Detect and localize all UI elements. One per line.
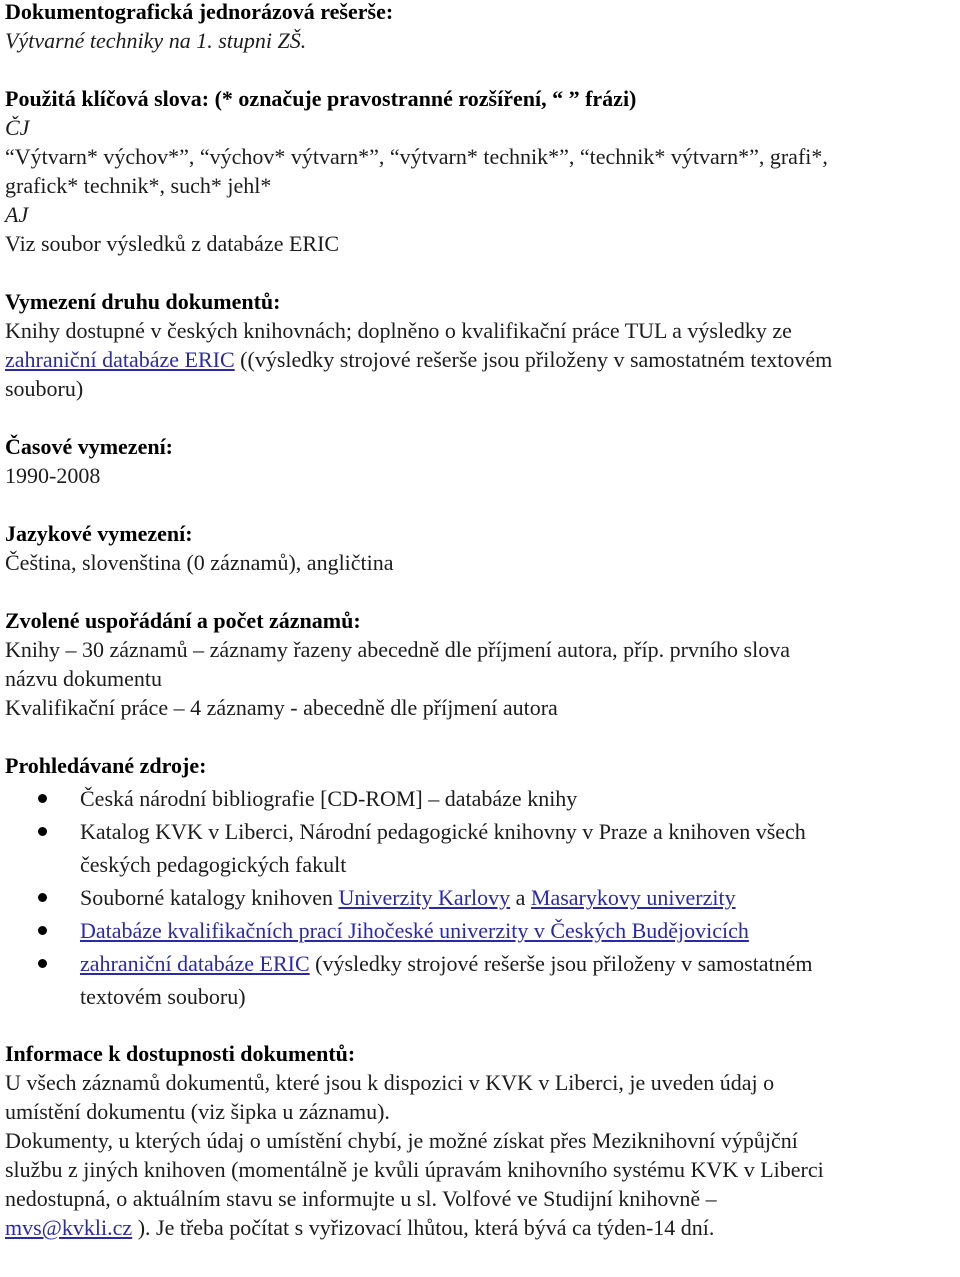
source-cnb: Česká národní bibliografie [CD-ROM] – databáze knihy <box>80 786 578 811</box>
doc-types-line-2-text: ((výsledky strojové rešerše jsou přiloženy v samostatném textovém <box>234 347 833 372</box>
availability-p1-line-1: U všech záznamů dokumentů, které jsou k dispozici v KVK v Liberci, je uveden údaj o <box>5 1070 775 1095</box>
masaryk-university-link[interactable]: Masarykovy univerzity <box>530 885 736 910</box>
ordering-line-1: Knihy – 30 záznamů – záznamy řazeny abecedně dle příjmení autora, příp. prvního slova <box>5 637 790 662</box>
keywords-aj-text: Viz soubor výsledků z databáze ERIC <box>5 231 340 256</box>
doc-types-heading: Vymezení druhu dokumentů: <box>5 289 281 314</box>
source-eric-text: (výsledky strojové rešerše jsou přiloženy v samostatném <box>309 951 813 976</box>
source-and-text: a <box>510 885 531 910</box>
availability-p2-end: ). Je třeba počítat s vyřizovací lhůtou, která bývá ca týden-14 dní. <box>132 1215 715 1240</box>
doc-types-line-1: Knihy dostupné v českých knihovnách; doplněno o kvalifikační práce TUL a výsledky ze <box>5 318 792 343</box>
bullet-icon <box>38 959 47 968</box>
sources-list-item <box>5 914 957 947</box>
availability-p2-line-1: Dokumenty, u kterých údaj o umístění chybí, je možné získat přes Meziknihovní výpůjční <box>5 1128 798 1153</box>
document-title: Dokumentografická jednorázová rešerše: <box>5 0 394 24</box>
eric-database-link[interactable]: zahraniční databáze ERIC <box>5 347 235 372</box>
keywords-cj-label: ČJ <box>5 115 30 140</box>
ordering-heading: Zvolené uspořádání a počet záznamů: <box>5 608 361 633</box>
bullet-icon <box>38 893 47 902</box>
ordering-line-2: názvu dokumentu <box>5 666 163 691</box>
doc-types-line-3: souboru) <box>5 376 84 401</box>
doc-types-line-2 <box>5 345 957 374</box>
availability-heading: Informace k dostupnosti dokumentů: <box>5 1041 356 1066</box>
email-link[interactable]: mvs@kvkli.cz <box>5 1215 133 1240</box>
eric-database-link-2[interactable]: zahraniční databáze ERIC <box>80 951 310 976</box>
source-eric-line-2: textovém souboru) <box>80 984 246 1009</box>
keywords-heading: Použitá klíčová slova: (* označuje pravostranné rozšíření, “ ” frázi) <box>5 86 637 111</box>
source-union-catalogs-text: Souborné katalogy knihoven <box>80 885 339 910</box>
availability-p1-line-2: umístění dokumentu (viz šipka u záznamu). <box>5 1099 390 1124</box>
document-page <box>5 0 957 1242</box>
languages-value: Čeština, slovenština (0 záznamů), angličtina <box>5 550 394 575</box>
ordering-line-3: Kvalifikační práce – 4 záznamy - abecedně dle příjmení autora <box>5 695 558 720</box>
bullet-icon <box>38 827 47 836</box>
sources-list <box>5 782 957 1013</box>
sources-list-item <box>5 881 957 914</box>
languages-heading: Jazykové vymezení: <box>5 521 193 546</box>
bullet-icon <box>38 794 47 803</box>
time-range-heading: Časové vymezení: <box>5 434 174 459</box>
document-subtitle: Výtvarné techniky na 1. stupni ZŠ. <box>5 28 307 53</box>
time-range-value: 1990-2008 <box>5 463 101 488</box>
charles-university-link[interactable]: Univerzity Karlovy <box>338 885 511 910</box>
keywords-aj-label: AJ <box>5 202 29 227</box>
availability-p2-line-3: nedostupná, o aktuálním stavu se informujte u sl. Volfové ve Studijní knihovně – <box>5 1186 717 1211</box>
sources-list-item <box>5 947 957 1013</box>
source-kvk-line-1: Katalog KVK v Liberci, Národní pedagogické knihovny v Praze a knihoven všech <box>80 819 806 844</box>
keywords-cj-line-1: “Výtvarn* výchov*”, “výchov* výtvarn*”, “výtvarn* technik*”, “technik* výtvarn*”, grafi*, <box>5 144 828 169</box>
sources-heading: Prohledávané zdroje: <box>5 753 207 778</box>
keywords-cj-line-2: grafick* technik*, such* jehl* <box>5 173 272 198</box>
bullet-icon <box>38 926 47 935</box>
sources-list-item <box>5 782 957 815</box>
sources-list-item <box>5 815 957 881</box>
jcu-theses-database-link[interactable]: Databáze kvalifikačních prací Jihočeské univerzity v Českých Budějovicích <box>80 918 749 943</box>
source-kvk-line-2: českých pedagogických fakult <box>80 852 347 877</box>
availability-p2-line-4 <box>5 1213 957 1242</box>
availability-p2-line-2: službu z jiných knihoven (momentálně je kvůli úpravám knihovního systému KVK v Liberci <box>5 1157 824 1182</box>
